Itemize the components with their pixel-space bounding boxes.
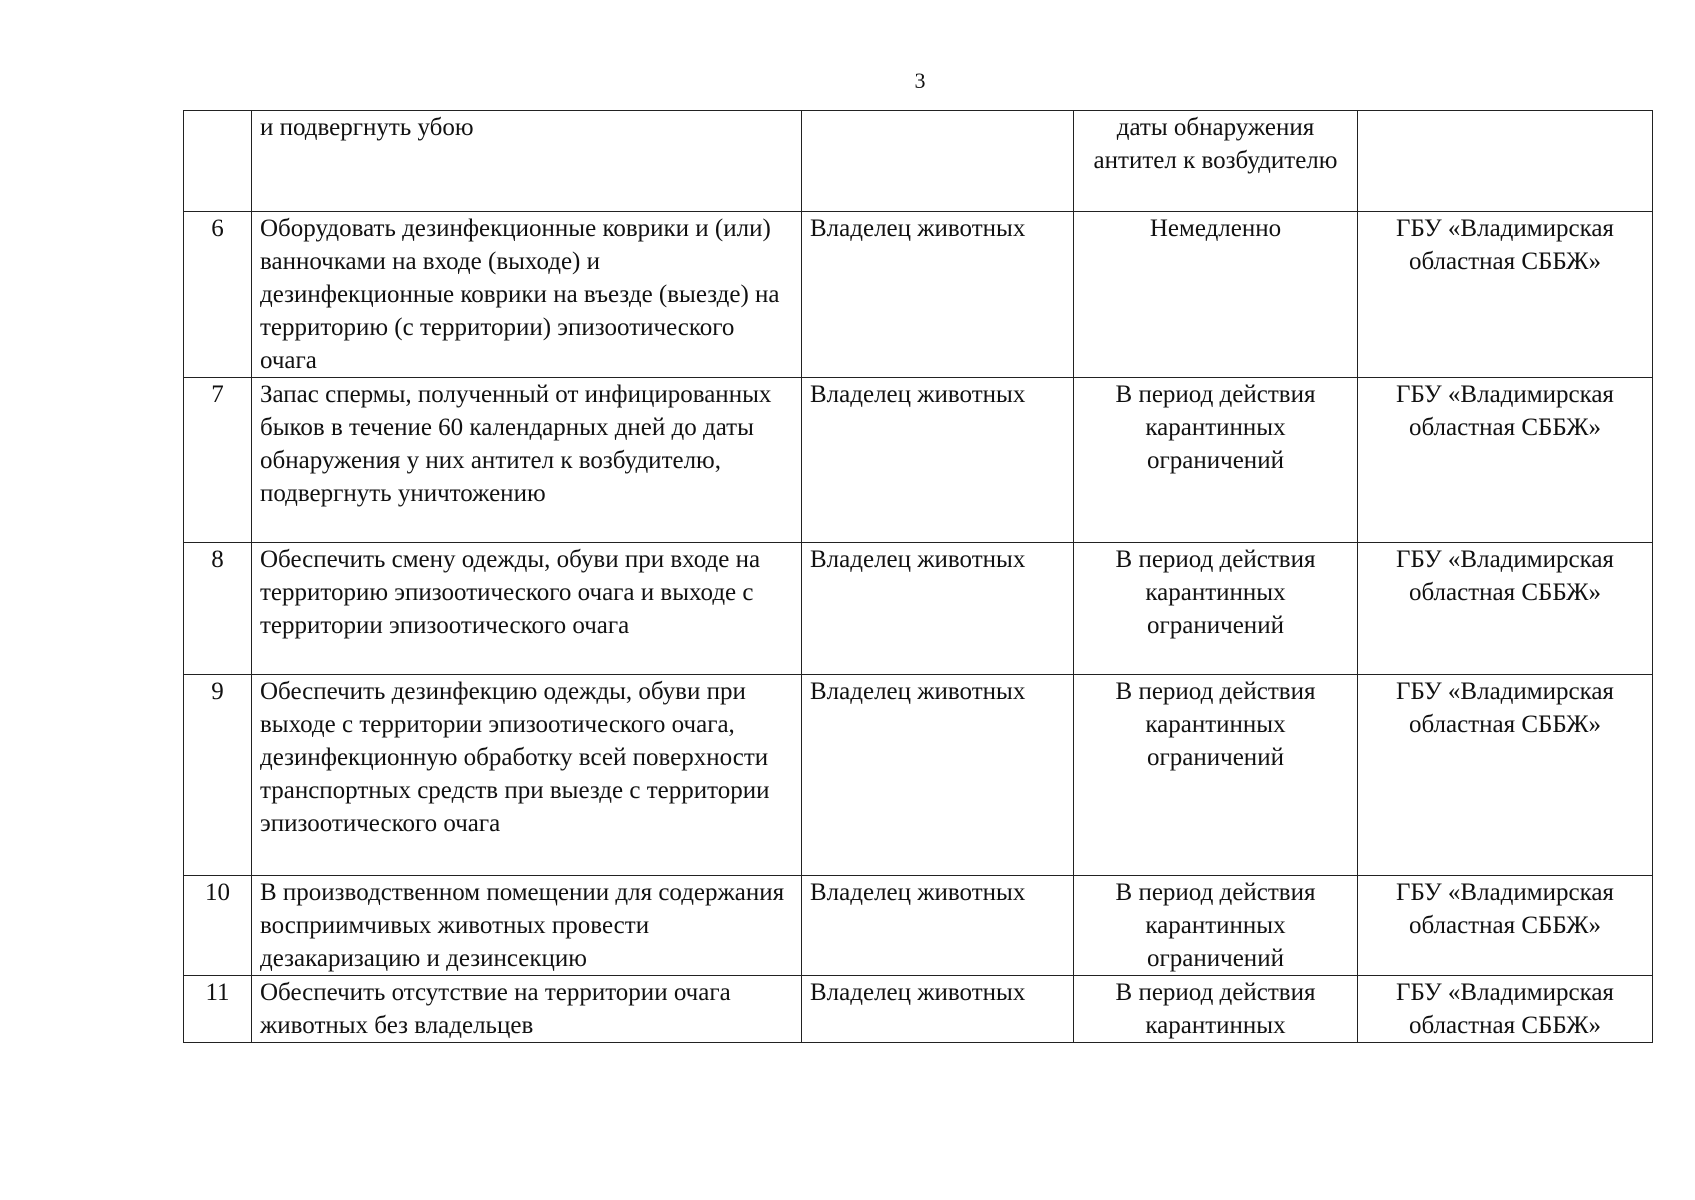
table-row [184, 675, 1653, 876]
term: даты обнаружения антител к возбудителю [1074, 111, 1358, 212]
table-row [184, 976, 1653, 1043]
measure-text: и подвергнуть убою [252, 111, 802, 212]
row-number: 7 [184, 378, 252, 543]
measure-text: Запас спермы, полученный от инфицированных быков в течение 60 календарных дней до даты обнаружения у них антител к возбудителю, подвергнуть уничтожению [252, 378, 802, 543]
executor: Владелец животных [802, 212, 1074, 378]
executor [802, 111, 1074, 212]
term: В период действия карантинных [1074, 976, 1358, 1043]
responsible: ГБУ «Владимирская областная СББЖ» [1358, 378, 1653, 543]
row-number [184, 111, 252, 212]
executor: Владелец животных [802, 543, 1074, 675]
executor: Владелец животных [802, 876, 1074, 976]
executor: Владелец животных [802, 976, 1074, 1043]
term: В период действия карантинных ограничений [1074, 876, 1358, 976]
responsible: ГБУ «Владимирская областная СББЖ» [1358, 876, 1653, 976]
row-number: 6 [184, 212, 252, 378]
term: В период действия карантинных ограничений [1074, 675, 1358, 876]
table-row [184, 111, 1653, 212]
executor: Владелец животных [802, 675, 1074, 876]
row-number: 9 [184, 675, 252, 876]
table-row [184, 543, 1653, 675]
row-number: 10 [184, 876, 252, 976]
responsible: ГБУ «Владимирская областная СББЖ» [1358, 543, 1653, 675]
term: Немедленно [1074, 212, 1358, 378]
measure-text: Обеспечить смену одежды, обуви при входе на территорию эпизоотического очага и выходе с территории эпизоотического очага [252, 543, 802, 675]
table-row [184, 876, 1653, 976]
row-number: 11 [184, 976, 252, 1043]
measure-text: В производственном помещении для содержания восприимчивых животных провести дезакаризацию и дезинсекцию [252, 876, 802, 976]
row-number: 8 [184, 543, 252, 675]
table-row [184, 378, 1653, 543]
executor: Владелец животных [802, 378, 1074, 543]
measures-table [183, 110, 1653, 1043]
responsible: ГБУ «Владимирская областная СББЖ» [1358, 675, 1653, 876]
table-row [184, 212, 1653, 378]
measure-text: Оборудовать дезинфекционные коврики и (или) ванночками на входе (выходе) и дезинфекционные коврики на въезде (выезде) на территорию (с территории) эпизоотического очага [252, 212, 802, 378]
responsible [1358, 111, 1653, 212]
responsible: ГБУ «Владимирская областная СББЖ» [1358, 212, 1653, 378]
responsible: ГБУ «Владимирская областная СББЖ» [1358, 976, 1653, 1043]
page-number: 3 [914, 68, 926, 93]
term: В период действия карантинных ограничений [1074, 543, 1358, 675]
measure-text: Обеспечить дезинфекцию одежды, обуви при выходе с территории эпизоотического очага, дезинфекционную обработку всей поверхности транспортных средств при выезде с территории эпизоотического очага [252, 675, 802, 876]
term: В период действия карантинных ограничений [1074, 378, 1358, 543]
measure-text: Обеспечить отсутствие на территории очага животных без владельцев [252, 976, 802, 1043]
